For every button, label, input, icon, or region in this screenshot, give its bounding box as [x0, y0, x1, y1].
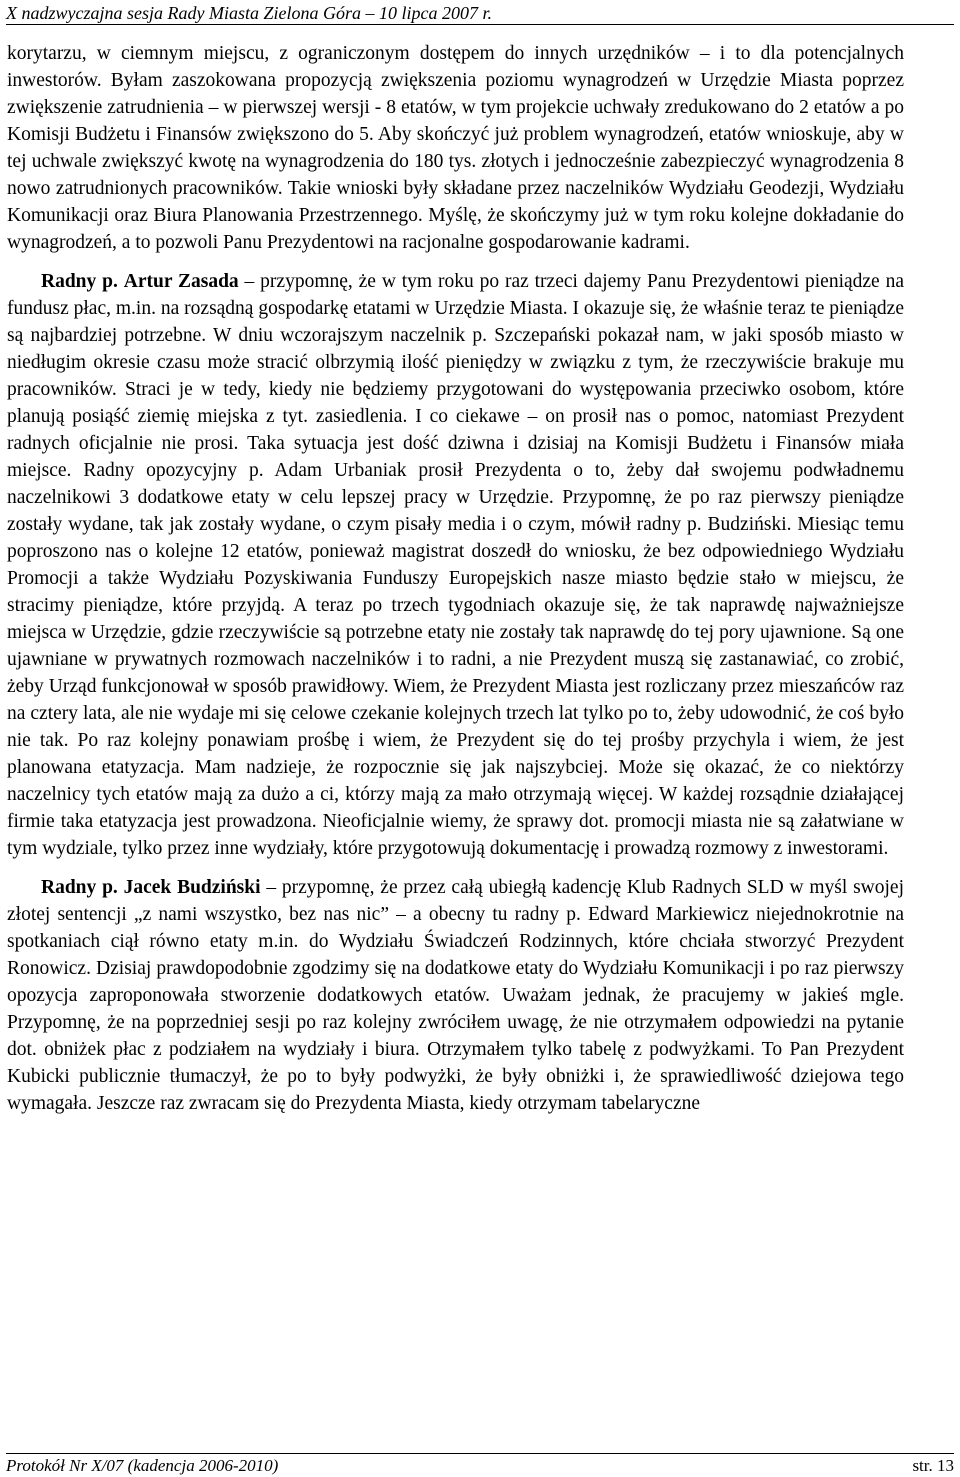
page-footer: [6, 1453, 954, 1476]
document-body: [7, 40, 904, 1117]
paragraph-text: – przypomnę, że w tym roku po raz trzeci dajemy Panu Prezydentowi pieniądze na fundusz płac, m.in. na rozsądną gospodarkę etatami w Urzędzie Miasta. I okazuje się, że właśnie teraz te pieniądze są najbardziej potrzebne. W dniu wczorajszym naczelnik p. Szczepański pokazał nam, w jaki sposób miasto w niedługim okresie czasu może stracić olbrzymią ilość pieniędzy w związku z tym, że rzeczywiście brakuje mu pracowników. Straci je w tedy, kiedy nie będziemy przygotowani do występowania przeciwko osobom, które planują posiąść ziemię miejska z tyt. zasiedlenia. I co ciekawe – on prosił nas o pomoc, natomiast Prezydent radnych oficjalnie nie prosi. Taka sytuacja jest dość dziwna i dzisiaj na Komisji Budżetu i Finansów miała miejsce. Radny opozycyjny p. Adam Urbaniak prosił Prezydenta o to, żeby dał swojemu podwładnemu naczelnikowi 3 dodatkowe etaty w celu lepszej pracy w Urzędzie. Przypomnę, że po raz pierwszy pieniądze zostały wydane, tak jak zostały wydane, o czym pisały media i o czym, mówił radny p. Budziński. Miesiąc temu poproszono nas o kolejne 12 etatów, ponieważ magistrat doszedł do wniosku, że bez odpowiedniego Wydziału Promocji a także Wydziału Pozyskiwania Funduszy Europejskich nasze miasto będzie stało w miejscu, że stracimy pieniądze, które przyjdą. A teraz po trzech tygodniach okazuje się, że tak naprawdę najważniejsze miejsca w Urzędzie, gdzie rzeczywiście są potrzebne etaty nie zostały tak naprawdę do tej pory ujawnione. Są one ujawniane w prywatnych rozmowach naczelników i to radni, a nie Prezydent muszą się zastanawiać, co zrobić, żeby Urząd funkcjonował w sposób prawidłowy. Wiem, że Prezydent Miasta jest rozliczany przez mieszańców raz na cztery lata, ale nie wydaje mi się celowe czekanie kolejnych trzech lat tylko po to, żeby udowodnić, że coś było nie tak. Po raz kolejny ponawiam prośbę i wiem, że Prezydent się do tej prośby przychyla i wiem, że jest planowana etatyzacja. Mam nadzieje, że rozpocznie się jak najszybciej. Może się okazać, że co niektórzy naczelnicy tych etatów mają za dużo a ci, którzy mają za mało otrzymają więcej. W każdej rozsądnie działającej firmie taka etatyzacja jest prowadzona. Nieoficjalnie wiemy, że sprawy dot. promocji miasta nie są załatwiane w tym wydziale, tylko przez inne wydziały, które przygotowują dokumentację i prowadzą rozmowy z inwestorami.: [7, 271, 904, 859]
speaker-prefix: Radny p.: [41, 877, 118, 898]
speaker-name: Artur Zasada: [123, 271, 239, 292]
paragraph: [7, 874, 904, 1117]
speaker-prefix: Radny p.: [41, 271, 118, 292]
paragraph-text: korytarzu, w ciemnym miejscu, z ograniczonym dostępem do innych urzędników – i to dla potencjalnych inwestorów. Byłam zaszokowana propozycją zwiększenia poziomu wynagrodzeń w Urzędzie Miasta poprzez zwiększenie zatrudnienia – w pierwszej wersji - 8 etatów, w tym projekcie uchwały zredukowano do 2 etatów a po Komisji Budżetu i Finansów zwiększono do 5. Aby skończyć już problem wynagrodzeń, etatów wnioskuje, aby w tej uchwale zwiększyć kwotę na wynagrodzenia do 180 tys. złotych i jednocześnie zabezpieczyć wynagrodzenia 8 nowo zatrudnionych pracowników. Takie wnioski były składane przez naczelników Wydziału Geodezji, Wydziału Komunikacji oraz Biura Planowania Przestrzennego. Myślę, że skończymy już w tym roku kolejne dokładanie do wynagrodzeń, a to pozwoli Panu Prezydentowi na racjonalne gospodarowanie kadrami.: [7, 43, 904, 253]
paragraph: [7, 40, 904, 256]
speaker-name: Jacek Budziński: [123, 877, 261, 898]
paragraph-text: – przypomnę, że przez całą ubiegłą kadencję Klub Radnych SLD w myśl swojej złotej sentencji „z nami wszystko, bez nas nic” – a obecny tu radny p. Edward Markiewicz niejednokrotnie na spotkaniach ciął równo etaty m.in. do Wydziału Świadczeń Rodzinnych, które chciała stworzyć Prezydent Ronowicz. Dzisiaj prawdopodobnie zgodzimy się na dodatkowe etaty do Wydziału Komunikacji i po raz pierwszy opozycja zaproponowała stworzenie dodatkowych etatów. Uważam jednak, że pracujemy w jakieś mgle. Przypomnę, że na poprzedniej sesji po raz kolejny zwróciłem uwagę, że nie otrzymałem odpowiedzi na pytanie dot. obniżek płac z podziałem na wydziały i biura. Otrzymałem tylko tabelę z podwyżkami. To Pan Prezydent Kubicki publicznie tłumaczył, że po to były podwyżki, że były obniżki i, że sprawiedliwość dziejowa tego wymagała. Jeszcze raz zwracam się do Prezydenta Miasta, kiedy otrzymam tabelaryczne: [7, 877, 904, 1114]
header-title: X nadzwyczajna sesja Rady Miasta Zielona Góra – 10 lipca 2007 r.: [6, 3, 492, 23]
page-number: str. 13: [912, 1456, 954, 1475]
protocol-label: Protokół Nr X/07 (kadencja 2006-2010): [6, 1456, 279, 1475]
page-header: [6, 2, 954, 25]
paragraph: [7, 268, 904, 862]
